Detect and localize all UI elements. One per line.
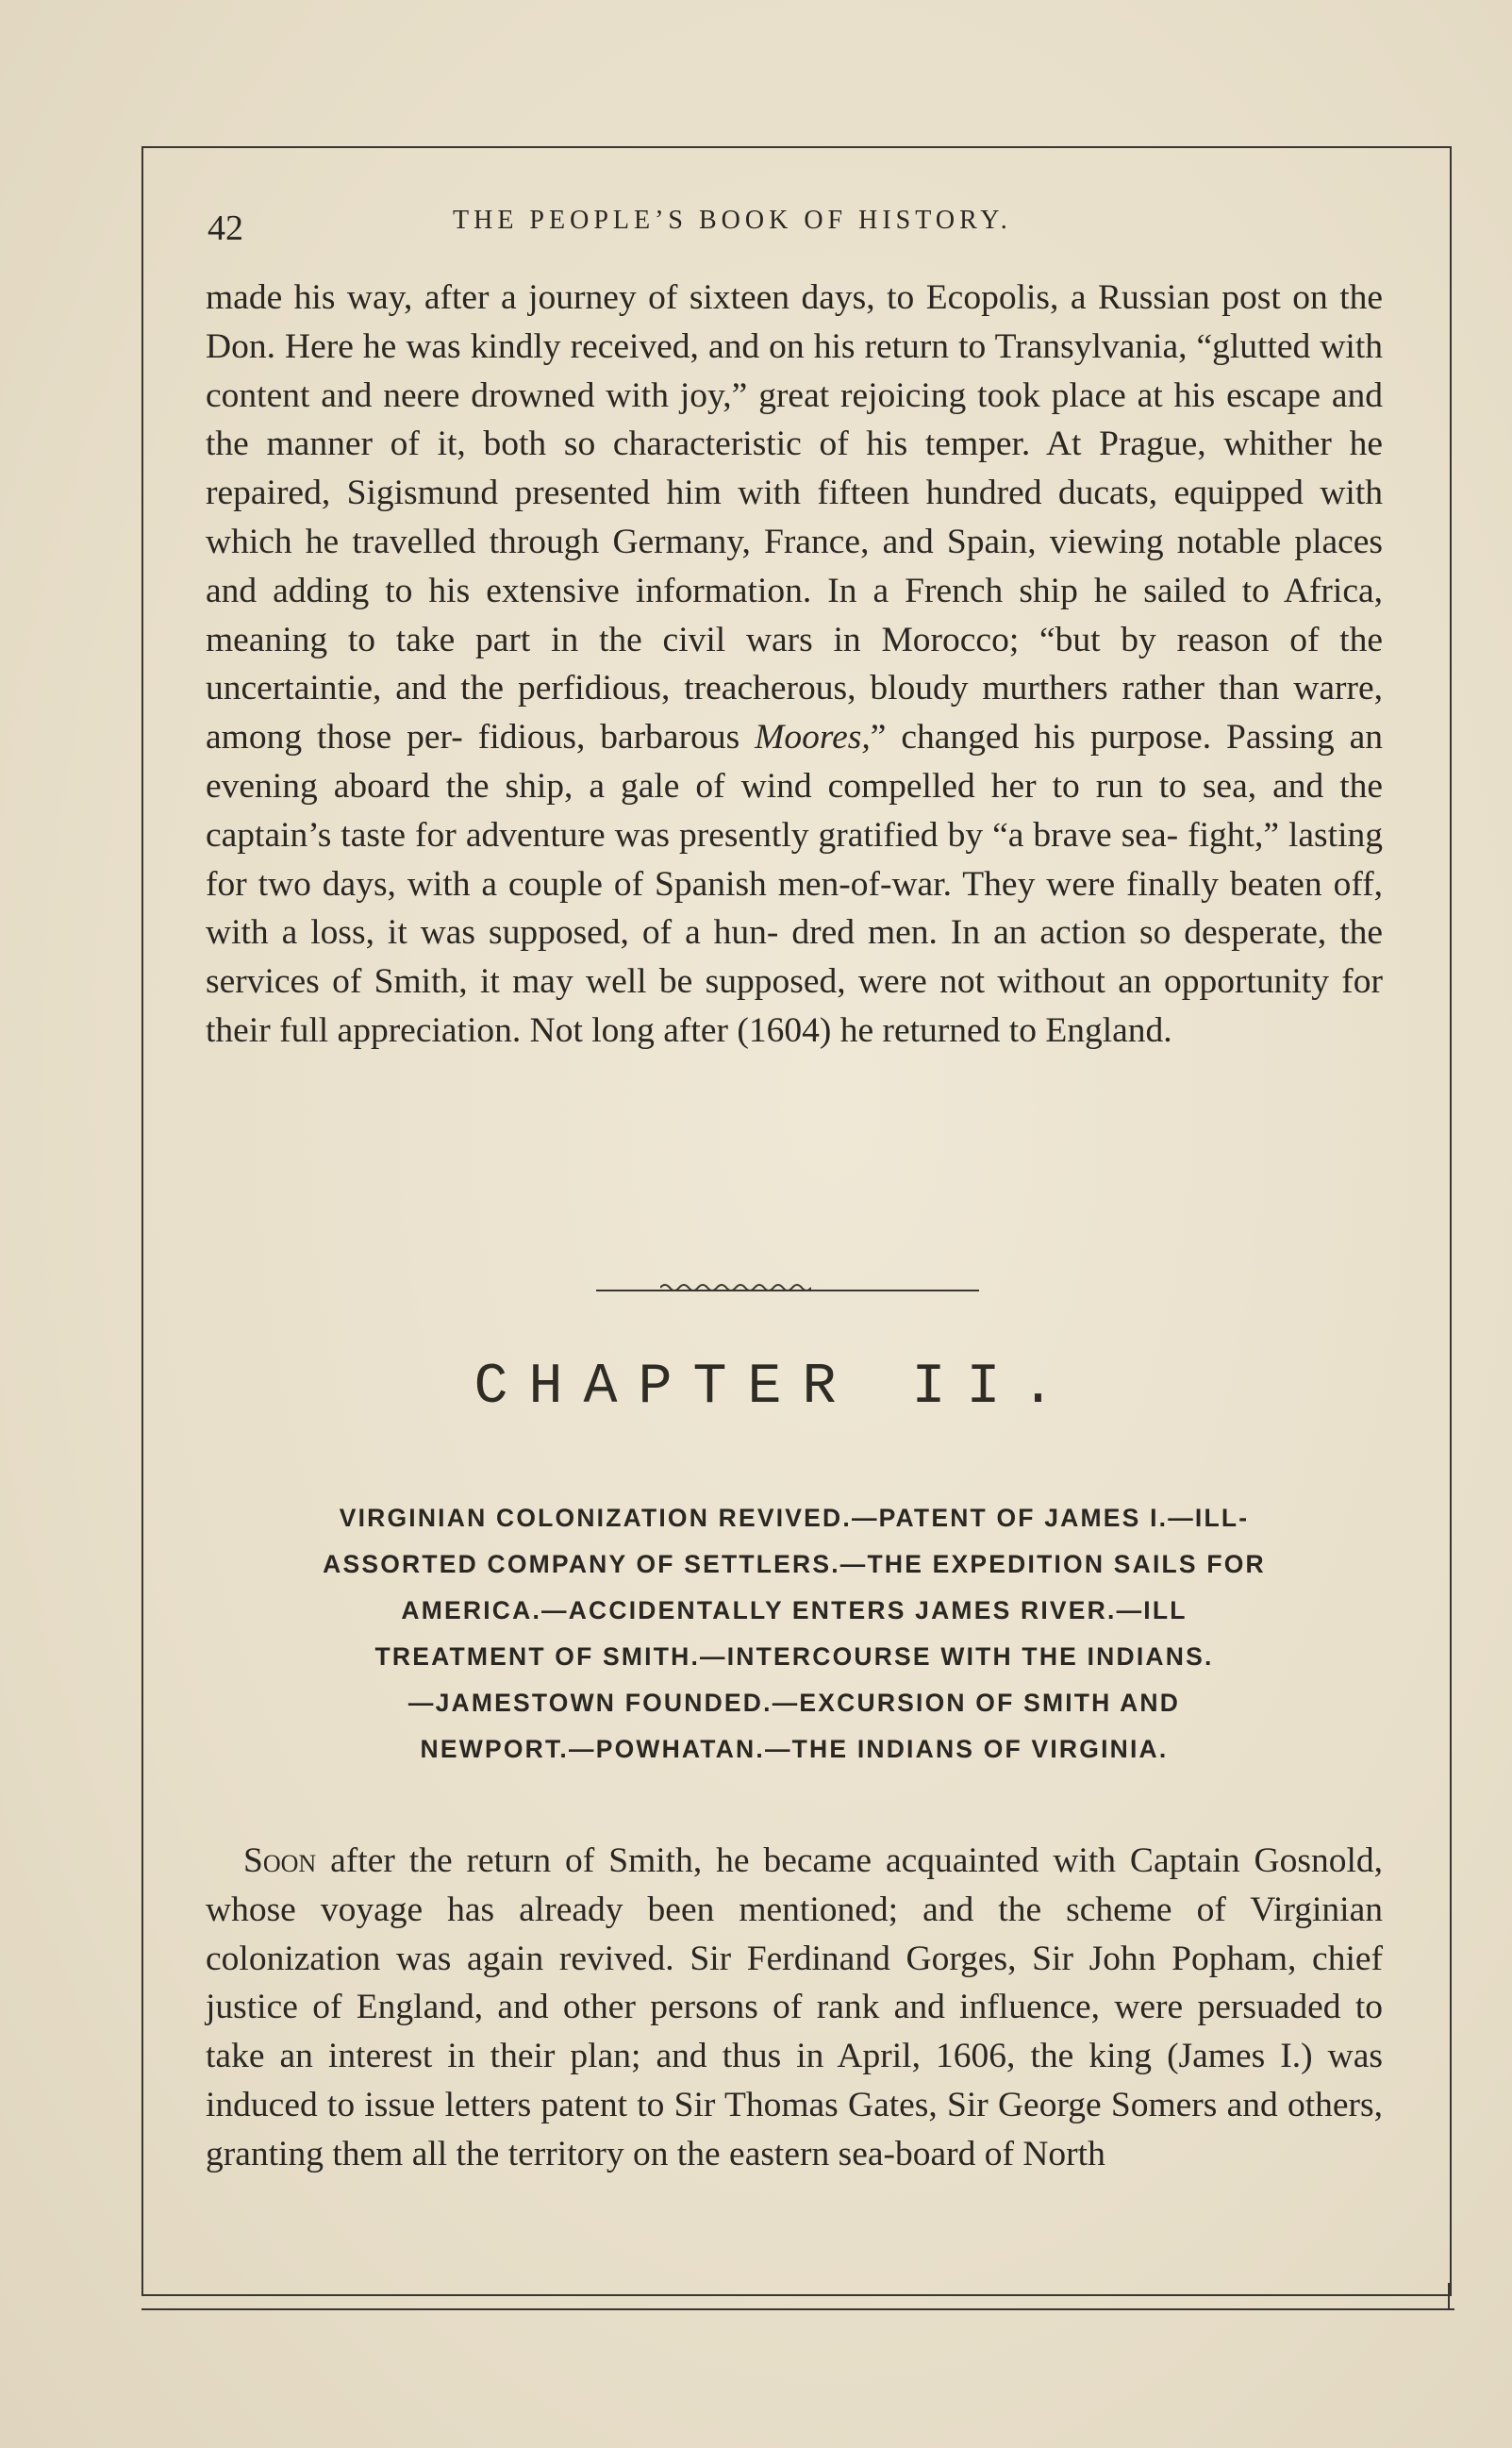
section-divider-ornament: [660, 1278, 811, 1291]
text-line: of Virginian colonization was again revived. Sir Ferdinand Gorges,: [206, 1890, 1383, 1978]
synopsis-line: VIRGINIAN COLONIZATION REVIVED.—PATENT OF JAMES I.—ILL-: [339, 1504, 1250, 1532]
synopsis-line: TREATMENT OF SMITH.—INTERCOURSE WITH THE INDIANS.: [374, 1642, 1214, 1671]
paragraph-virginia-colonization: [206, 1837, 1383, 2179]
synopsis-line: AMERICA.—ACCIDENTALLY ENTERS JAMES RIVER.—ILL: [401, 1596, 1188, 1624]
italic-word: Moores,: [755, 718, 871, 758]
text-line: Gosnold, whose voyage has already been mentioned; and the scheme: [206, 1841, 1383, 1929]
text-line: Sigismund presented him with fifteen hundred ducats, equipped with: [346, 474, 1383, 513]
text-line: great rejoicing took place at his escape and the manner of it, both: [206, 375, 1384, 464]
chapter-synopsis: [206, 1495, 1383, 1773]
text-line: letters patent to Sir Thomas Gates, Sir George Somers and others,: [444, 2085, 1383, 2124]
text-line: treacherous, bloudy murthers rather than warre, among those per-: [206, 669, 1383, 758]
text-line: Morocco; “but by reason of the uncertaintie, and the perfidious,: [206, 620, 1383, 708]
chapter-heading: CHAPTER II.: [474, 1356, 1076, 1420]
text-line: after the return of Smith, he became acquainted with Captain: [316, 1841, 1240, 1880]
text-line: dred men. In an action so desperate, the services of Smith, it may: [206, 913, 1384, 1002]
text-line: so characteristic of his temper. At Prague, whither he repaired,: [206, 425, 1383, 513]
text-line: to Transylvania, “glutted with content and neere drowned with joy,”: [206, 326, 1384, 415]
text-line: aboard the ship, a gale of wind compelled her to run to sea, and the: [333, 766, 1384, 806]
text-line: rank and influence, were persuaded to take an interest in their plan;: [206, 1988, 1384, 2076]
text-line: appreciation. Not long after (1604) he returned to England.: [337, 1010, 1172, 1050]
text-line: Sir John Popham, chief justice of England, and other persons of: [206, 1939, 1383, 2027]
text-line: made his way, after a journey of sixteen days, to Ecopolis, a Russian: [206, 278, 1210, 317]
text-line: notable places and adding to his extensive information. In a French: [206, 522, 1384, 610]
text-line: post on the Don. Here he was kindly received, and on his return: [206, 278, 1384, 366]
page-border-shadow-bottom: [141, 2308, 1454, 2310]
text-line: fight,” lasting for two days, with a couple of Spanish men-of-war.: [206, 815, 1383, 904]
text-line: ship he sailed to Africa, meaning to take part in the civil wars in: [206, 571, 1384, 659]
text-line: and thus in April, 1606, the king (James I.) was induced to issue: [206, 2037, 1383, 2124]
running-title: THE PEOPLE’S BOOK OF HISTORY.: [453, 206, 1012, 235]
text-line: captain’s taste for adventure was presently gratified by “a brave sea-: [206, 815, 1179, 855]
text-line: ” changed his purpose. Passing an evening: [206, 718, 1384, 806]
synopsis-line: —JAMESTOWN FOUNDED.—EXCURSION OF SMITH AND: [407, 1689, 1181, 1717]
page-number: 42: [208, 208, 243, 248]
text-line: well be supposed, were not without an opportunity for their full: [206, 962, 1383, 1050]
text-line: They were finally beaten off, with a loss, it was supposed, of a hun-: [206, 864, 1384, 953]
text-line: which he travelled through Germany, France, and Spain, viewing: [206, 522, 1164, 561]
drop-word: Soon: [243, 1841, 317, 1880]
text-line: granting them all the territory on the eastern sea-board of North: [206, 2134, 1105, 2173]
synopsis-line: NEWPORT.—POWHATAN.—THE INDIANS OF VIRGINIA.: [420, 1735, 1169, 1763]
page-border-shadow-right: [1448, 2283, 1450, 2310]
paragraph-smith-return: [206, 274, 1383, 1056]
text-line: fidious, barbarous: [477, 718, 756, 758]
synopsis-line: ASSORTED COMPANY OF SETTLERS.—THE EXPEDITION SAILS FOR: [323, 1550, 1266, 1578]
